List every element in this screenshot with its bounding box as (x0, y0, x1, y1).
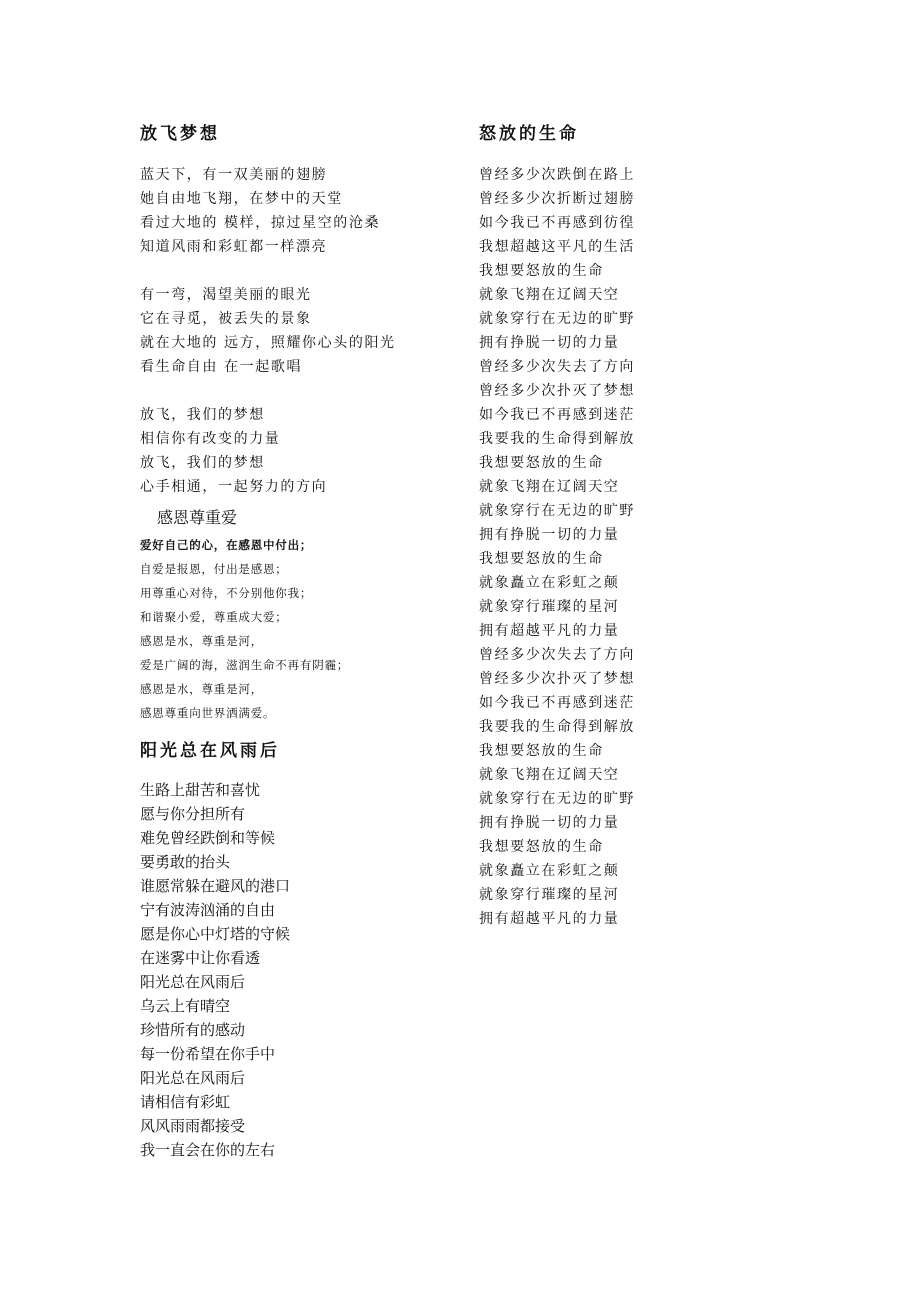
poem-line: 曾经多少次扑灭了梦想 (479, 671, 635, 687)
poem-line: 生路上甜苦和喜忧 (140, 781, 261, 799)
poem-line: 感恩是水，尊重是河， (140, 682, 263, 696)
poem-line: 就象穿行在无边的旷野 (479, 503, 635, 519)
poem-line: 我想要怒放的生命 (479, 455, 604, 471)
poem-nufang-body (479, 163, 679, 931)
poem-line: 我要我的生命得到解放 (479, 431, 635, 447)
poem-line: 就象穿行在无边的旷野 (479, 791, 635, 807)
poem-line: 感恩是水，尊重是河， (140, 634, 263, 648)
left-column (140, 118, 440, 1162)
poem-line: 就象飞翔在辽阔天空 (479, 767, 620, 783)
poem-line: 就象矗立在彩虹之颠 (479, 575, 620, 591)
poem-line: 放飞，我们的梦想 (140, 455, 265, 471)
poem-line: 曾经多少次失去了方向 (479, 359, 635, 375)
poem-line: 宁有波涛汹涌的自由 (140, 901, 276, 919)
poem-line: 珍惜所有的感动 (140, 1021, 246, 1039)
poem-line: 就象穿行璀璨的星河 (479, 599, 620, 615)
poem-line: 难免曾经跌倒和等候 (140, 829, 276, 847)
poem-line: 我想超越这平凡的生活 (479, 239, 635, 255)
poem-line: 看过大地的 模样，掠过星空的沧桑 (140, 215, 381, 231)
poem-ganen-body (140, 533, 440, 725)
poem-line: 曾经多少次扑灭了梦想 (479, 383, 635, 399)
poem-line: 就象矗立在彩虹之颠 (479, 863, 620, 879)
poem-line: 知道风雨和彩虹都一样漂亮 (140, 239, 328, 255)
poem-yangguang-body (140, 778, 440, 1162)
poem-line: 相信你有改变的力量 (140, 431, 281, 447)
poem-line: 在迷雾中让你看透 (140, 949, 261, 967)
poem-title-ganen: 感恩尊重爱 (157, 508, 238, 527)
poem-line: 爱是广阔的海，滋润生命不再有阴霾； (140, 658, 350, 672)
poem-line: 拥有超越平凡的力量 (479, 911, 620, 927)
poem-line: 自爱是报恩，付出是感恩； (140, 562, 288, 576)
poem-line: 拥有超越平凡的力量 (479, 623, 620, 639)
poem-line: 拥有挣脱一切的力量 (479, 527, 620, 543)
poem-line: 愿是你心中灯塔的守候 (140, 925, 291, 943)
poem-line: 如今我已不再感到迷茫 (479, 695, 635, 711)
poem-line: 谁愿常躲在避风的港口 (140, 877, 291, 895)
poem-line: 我要我的生命得到解放 (479, 719, 635, 735)
poem-title-nufang: 怒放的生命 (479, 124, 579, 144)
poem-line: 蓝天下，有一双美丽的翅膀 (140, 167, 328, 183)
poem-line: 就象飞翔在辽阔天空 (479, 479, 620, 495)
poem-line: 就在大地的 远方，照耀你心头的阳光 (140, 335, 396, 351)
poem-line: 要勇敢的抬头 (140, 853, 231, 871)
poem-line: 愿与你分担所有 (140, 805, 246, 823)
poem-line: 我想要怒放的生命 (479, 743, 604, 759)
poem-title-fangfei: 放飞梦想 (140, 124, 220, 144)
poem-line: 阳光总在风雨后 (140, 973, 246, 991)
stanza-gap (140, 379, 440, 403)
poem-title-yangguang: 阳光总在风雨后 (140, 741, 280, 761)
poem-line: 阳光总在风雨后 (140, 1069, 246, 1087)
right-column (479, 118, 679, 931)
poem-line: 我想要怒放的生命 (479, 551, 604, 567)
poem-line: 风风雨雨都接受 (140, 1117, 246, 1135)
poem-line: 我想要怒放的生命 (479, 263, 604, 279)
poem-line: 如今我已不再感到迷茫 (479, 407, 635, 423)
poem-line: 曾经多少次失去了方向 (479, 647, 635, 663)
poem-line: 心手相通，一起努力的方向 (140, 479, 328, 495)
stanza-gap (140, 259, 440, 283)
poem-line: 感恩尊重向世界洒满爱。 (140, 706, 276, 720)
poem-line: 拥有挣脱一切的力量 (479, 335, 620, 351)
poem-line: 用尊重心对待，不分别他你我； (140, 586, 313, 600)
poem-line: 爱好自己的心，在感恩中付出； (140, 538, 313, 552)
poem-line: 我一直会在你的左右 (140, 1141, 276, 1159)
poem-line: 就象穿行在无边的旷野 (479, 311, 635, 327)
poem-line: 每一份希望在你手中 (140, 1045, 276, 1063)
poem-line: 它在寻觅，被丢失的景象 (140, 311, 312, 327)
poem-line: 乌云上有晴空 (140, 997, 231, 1015)
poem-line: 看生命自由 在一起歌唱 (140, 359, 303, 375)
poem-line: 我想要怒放的生命 (479, 839, 604, 855)
poem-line: 她自由地飞翔，在梦中的天堂 (140, 191, 343, 207)
poem-line: 和谐聚小爱，尊重成大爱； (140, 610, 288, 624)
poem-line: 请相信有彩虹 (140, 1093, 231, 1111)
poem-line: 如今我已不再感到彷徨 (479, 215, 635, 231)
poem-line: 曾经多少次跌倒在路上 (479, 167, 635, 183)
poem-fangfei-body (140, 163, 440, 499)
poem-line: 曾经多少次折断过翅膀 (479, 191, 635, 207)
poem-line: 就象飞翔在辽阔天空 (479, 287, 620, 303)
poem-line: 有一弯，渴望美丽的眼光 (140, 287, 312, 303)
poem-line: 放飞，我们的梦想 (140, 407, 265, 423)
poem-line: 拥有挣脱一切的力量 (479, 815, 620, 831)
poem-line: 就象穿行璀璨的星河 (479, 887, 620, 903)
